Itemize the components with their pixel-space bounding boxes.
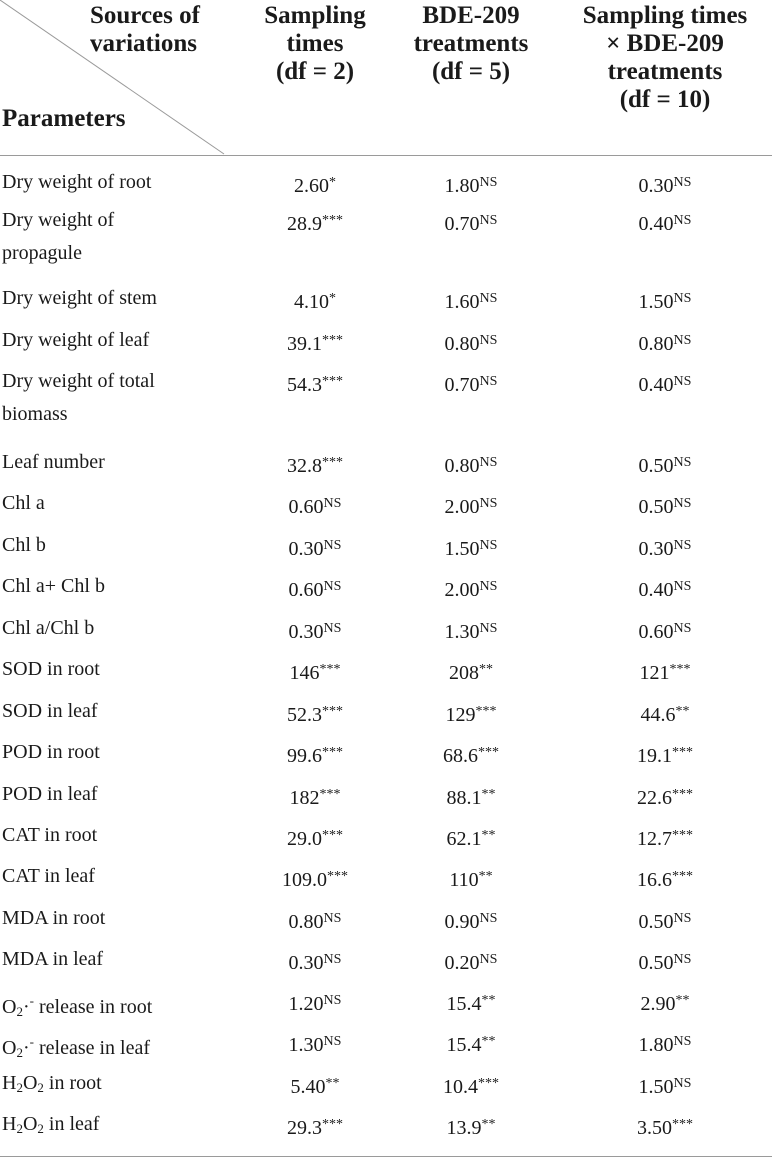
parameter-name: Dry weight of propagule [2,209,115,264]
sampling-times-value [240,1025,390,1062]
parameter-name: MDA in leaf [2,948,104,970]
parameter-name: Chl a+ Chl b [2,575,105,597]
sampling-times-value [240,943,390,980]
bde209-value [396,778,546,815]
interaction-value [560,1067,770,1104]
f-value: 0.30 [638,175,674,197]
significance-mark: *** [478,745,499,760]
f-value: 1.50 [444,538,480,560]
header-sampling-times: Sampling times (df = 2) [264,2,366,85]
significance-mark: *** [327,869,348,884]
interaction-value [560,1108,770,1145]
f-value: 88.1 [446,787,482,809]
bde209-value [396,612,546,649]
sampling-times-value [240,570,390,607]
f-value: 10.4 [443,1076,478,1098]
sampling-times-value [240,612,390,649]
significance-mark: NS [323,952,342,967]
significance-mark: ** [481,828,496,843]
f-value: 0.80 [444,455,480,477]
interaction-value [560,943,770,980]
interaction-value [560,529,770,566]
f-value: 3.50 [637,1117,672,1139]
f-value: 0.60 [288,579,324,601]
bde209-value [396,695,546,732]
bde209-value [396,1067,546,1104]
sampling-times-value [240,778,390,815]
f-value: 1.30 [444,621,480,643]
significance-mark: NS [479,952,498,967]
significance-mark: *** [669,662,691,677]
significance-mark: NS [323,538,342,553]
f-value: 62.1 [446,828,482,850]
significance-mark: *** [322,455,343,470]
f-value: 1.80 [444,175,480,197]
f-value: 1.80 [638,1034,674,1056]
significance-mark: *** [319,787,341,802]
f-value: 109.0 [282,869,327,891]
f-value: 52.3 [287,704,322,726]
f-value: 146 [289,662,320,684]
f-value: 44.6 [640,704,676,726]
bde209-value [396,365,546,402]
significance-mark: ** [481,1034,496,1049]
f-value: 29.0 [287,828,322,850]
bde209-value [396,487,546,524]
parameter-name: CAT in leaf [2,865,95,887]
f-value: 2.90 [640,993,676,1015]
f-value: 16.6 [637,869,672,891]
sampling-times-value [240,984,390,1021]
sampling-times-value [240,204,390,241]
bde209-value [396,1025,546,1062]
sampling-times-value [240,695,390,732]
interaction-value [560,860,770,897]
significance-mark: NS [673,291,692,306]
significance-mark: *** [322,374,343,389]
f-value: 15.4 [446,993,482,1015]
f-value: 32.8 [287,455,322,477]
sampling-times-value [240,1108,390,1145]
parameter-name: $H_2O_2$ in root [2,1072,102,1095]
f-value: 0.40 [638,579,674,601]
significance-mark: NS [479,579,498,594]
interaction-value [560,204,770,241]
sampling-times-value [240,166,390,203]
header-interaction: Sampling times × BDE-209 treatments (df = 10) [582,2,748,113]
f-value: 182 [289,787,320,809]
significance-mark: *** [672,745,693,760]
interaction-value [560,570,770,607]
parameter-name: Chl a/Chl b [2,617,95,639]
f-value: 1.20 [288,993,324,1015]
sampling-times-value [240,529,390,566]
f-value: 12.7 [637,828,672,850]
significance-mark: ** [325,1076,340,1091]
f-value: 0.30 [288,952,324,974]
significance-mark: *** [322,1117,343,1132]
parameter-name: POD in leaf [2,783,98,805]
significance-mark: NS [479,175,498,190]
interaction-value [560,778,770,815]
f-value: 0.50 [638,952,674,974]
parameter-name: SOD in root [2,658,100,680]
significance-mark: * [329,291,336,306]
significance-mark: *** [322,745,343,760]
f-value: 15.4 [446,1034,482,1056]
f-value: 1.50 [638,1076,674,1098]
significance-mark: NS [673,455,692,470]
significance-mark: NS [673,496,692,511]
bde209-value [396,1108,546,1145]
sampling-times-value [240,902,390,939]
header-parameters: Parameters [2,105,126,132]
bde209-value [396,819,546,856]
significance-mark: NS [673,213,692,228]
bde209-value [396,653,546,690]
significance-mark: NS [673,1076,692,1091]
significance-mark: NS [479,291,498,306]
sampling-times-value [240,446,390,483]
f-value: 121 [639,662,670,684]
parameter-name: Leaf number [2,451,105,473]
significance-mark: NS [479,496,498,511]
bde209-value [396,282,546,319]
f-value: 0.50 [638,496,674,518]
f-value: 1.30 [288,1034,324,1056]
significance-mark: NS [673,911,692,926]
f-value: 0.90 [444,911,480,933]
interaction-value [560,695,770,732]
f-value: 29.3 [287,1117,322,1139]
sampling-times-value [240,736,390,773]
interaction-value [560,324,770,361]
interaction-value [560,487,770,524]
significance-mark: *** [322,704,343,719]
significance-mark: *** [672,869,693,884]
f-value: 0.50 [638,455,674,477]
significance-mark: NS [673,621,692,636]
significance-mark: *** [478,1076,499,1091]
sampling-times-value [240,819,390,856]
f-value: 4.10 [294,291,329,313]
parameter-name: Dry weight of root [2,171,152,193]
parameter-name: Chl b [2,534,46,556]
f-value: 0.70 [444,213,480,235]
f-value: 22.6 [637,787,672,809]
interaction-value [560,446,770,483]
bde209-value [396,984,546,1021]
significance-mark: *** [322,828,343,843]
significance-mark: NS [323,911,342,926]
interaction-value [560,166,770,203]
significance-mark: ** [479,662,493,677]
f-value: 54.3 [287,374,322,396]
parameter-name: SOD in leaf [2,700,98,722]
significance-mark: NS [673,333,692,348]
parameter-name: Dry weight of total biomass [2,370,155,425]
f-value: 2.00 [444,579,480,601]
parameter-name: Dry weight of stem [2,287,157,309]
sampling-times-value [240,365,390,402]
significance-mark: *** [475,704,497,719]
f-value: 68.6 [443,745,478,767]
significance-mark: NS [673,175,692,190]
f-value: 2.00 [444,496,480,518]
parameter-name: Dry weight of leaf [2,329,150,351]
parameter-name: MDA in root [2,907,106,929]
f-value: 110 [449,869,479,891]
sampling-times-value [240,1067,390,1104]
table-header [0,0,772,156]
interaction-value [560,819,770,856]
f-value: 1.50 [638,291,674,313]
f-value: 19.1 [637,745,672,767]
bottom-rule [0,1156,772,1157]
significance-mark: NS [479,374,498,389]
f-value: 1.60 [444,291,480,313]
significance-mark: NS [479,213,498,228]
sampling-times-value [240,324,390,361]
sampling-times-value [240,860,390,897]
significance-mark: *** [322,213,343,228]
bde209-value [396,529,546,566]
bde209-value [396,943,546,980]
significance-mark: *** [672,1117,693,1132]
significance-mark: NS [673,1034,692,1049]
bde209-value [396,736,546,773]
bde209-value [396,324,546,361]
f-value: 0.40 [638,374,674,396]
f-value: 0.40 [638,213,674,235]
sampling-times-value [240,653,390,690]
bde209-value [396,204,546,241]
significance-mark: NS [323,621,342,636]
bde209-value [396,902,546,939]
sampling-times-value [240,487,390,524]
interaction-value [560,736,770,773]
interaction-value [560,365,770,402]
header-rule [0,155,772,156]
significance-mark: ** [481,993,496,1008]
bde209-value [396,860,546,897]
significance-mark: NS [479,333,498,348]
significance-mark: ** [478,869,493,884]
f-value: 13.9 [446,1117,482,1139]
significance-mark: NS [673,952,692,967]
f-value: 39.1 [287,333,322,355]
bde209-value [396,570,546,607]
header-sources-of-variations: Sources of variations [90,2,200,57]
significance-mark: NS [323,1034,342,1049]
significance-mark: NS [479,455,498,470]
bde209-value [396,166,546,203]
significance-mark: NS [479,911,498,926]
interaction-value [560,1025,770,1062]
f-value: 0.30 [288,538,324,560]
significance-mark: *** [672,787,693,802]
f-value: 0.80 [444,333,480,355]
significance-mark: ** [481,1117,496,1132]
parameter-name: POD in root [2,741,100,763]
interaction-value [560,612,770,649]
significance-mark: * [329,175,336,190]
parameter-name: $O_2\cdot^-$ release in leaf [2,1034,151,1060]
significance-mark: NS [323,579,342,594]
f-value: 28.9 [287,213,322,235]
f-value: 99.6 [287,745,322,767]
significance-mark: NS [673,579,692,594]
f-value: 0.80 [288,911,324,933]
interaction-value [560,282,770,319]
significance-mark: NS [673,374,692,389]
significance-mark: *** [672,828,693,843]
sampling-times-value [240,282,390,319]
significance-mark: *** [322,333,343,348]
significance-mark: NS [323,993,342,1008]
parameter-name: Chl a [2,492,45,514]
f-value: 0.50 [638,911,674,933]
f-value: 0.70 [444,374,480,396]
f-value: 0.30 [288,621,324,643]
significance-mark: NS [323,496,342,511]
significance-mark: NS [479,621,498,636]
f-value: 0.60 [288,496,324,518]
significance-mark: *** [319,662,341,677]
f-value: 0.20 [444,952,480,974]
significance-mark: ** [481,787,496,802]
significance-mark: NS [479,538,498,553]
parameter-name: CAT in root [2,824,98,846]
interaction-value [560,984,770,1021]
f-value: 0.80 [638,333,674,355]
f-value: 208 [449,662,479,684]
significance-mark: NS [673,538,692,553]
significance-mark: ** [675,993,690,1008]
header-bde209-treatments: BDE-209 treatments (df = 5) [413,2,529,85]
interaction-value [560,653,770,690]
parameter-name: $O_2\cdot^-$ release in root [2,993,153,1019]
interaction-value [560,902,770,939]
f-value: 129 [445,704,476,726]
f-value: 5.40 [290,1076,326,1098]
f-value: 0.60 [638,621,674,643]
bde209-value [396,446,546,483]
significance-mark: ** [675,704,690,719]
parameter-name: $H_2O_2$ in leaf [2,1113,100,1136]
f-value: 0.30 [638,538,674,560]
f-value: 2.60 [294,175,329,197]
